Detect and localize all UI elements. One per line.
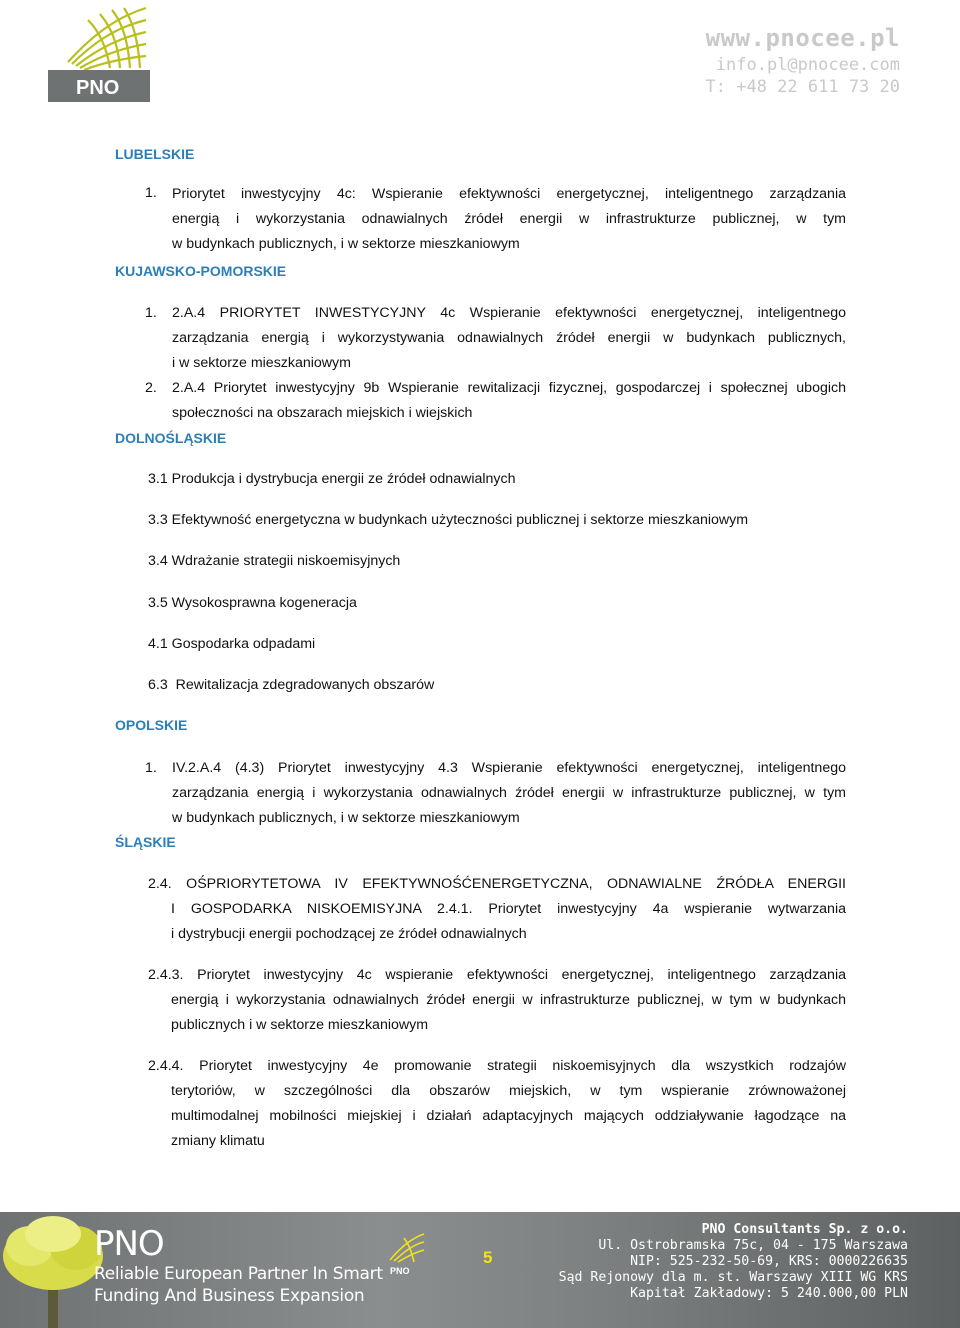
footer-company: PNO Consultants Sp. z o.o.: [701, 1222, 908, 1237]
text-line: 2.A.4 Priorytet inwestycyjny 9b Wspieranie rewitalizacji fizycznej, gospodarczej i społecznej ubogich: [172, 380, 846, 396]
header-website[interactable]: www.pnocee.pl: [705, 24, 900, 52]
list-item-dolnoslaskie: 3.3 Efektywność energetyczna w budynkach użyteczności publicznej i sektorze mieszkaniowym: [148, 512, 749, 528]
footer-brand: PNO: [94, 1224, 164, 1264]
footer-capital: Kapitał Zakładowy: 5 240.000,00 PLN: [630, 1286, 908, 1301]
text-line: i w sektorze mieszkaniowym: [172, 355, 351, 371]
header-phone: T: +48 22 611 73 20: [705, 77, 900, 97]
list-item-lubelskie-1: [172, 182, 846, 257]
text-line: I GOSPODARKA NISKOEMISYJNA 2.4.1. Priorytet inwestycyjny 4a wspieranie wytwarzania: [171, 901, 846, 917]
footer-mini-logo-icon: [384, 1230, 426, 1276]
list-item-dolnoslaskie: 3.1 Produkcja i dystrybucja energii ze źródeł odnawialnych: [148, 471, 516, 487]
text-line: Priorytet inwestycyjny 4c: Wspieranie efektywności energetycznej, inteligentnego zarządzania: [172, 186, 846, 202]
text-line: 2.A.4 PRIORYTET INWESTYCYJNY 4c Wspieranie efektywności energetycznej, inteligentnego: [172, 305, 846, 321]
list-item-kujawsko-1: [172, 301, 846, 376]
footer-court: Sąd Rejonowy dla m. st. Warszawy XIII WG KRS: [558, 1270, 908, 1285]
text-line: energią i wykorzystania odnawialnych źródeł energii w infrastrukturze publicznej, w tym: [172, 211, 846, 227]
text-line: publicznych i w sektorze mieszkaniowym: [171, 1017, 429, 1033]
list-item-dolnoslaskie: 4.1 Gospodarka odpadami: [148, 636, 316, 652]
list-item-dolnoslaskie: 3.4 Wdrażanie strategii niskoemisyjnych: [148, 553, 401, 569]
text-line: energią i wykorzystania odnawialnych źródeł energii w infrastrukturze publicznej, w tym w budynkach: [171, 992, 846, 1008]
heading-opolskie: OPOLSKIE: [115, 717, 188, 733]
footer-mini-logo-text: PNO: [390, 1266, 410, 1276]
footer-ids: NIP: 525-232-50-69, KRS: 0000226635: [630, 1254, 908, 1269]
list-number: 1.: [145, 760, 157, 776]
page-number: 5: [483, 1248, 493, 1267]
pno-logo: [48, 0, 150, 102]
list-number: 1.: [145, 185, 157, 201]
text-line: IV.2.A.4 (4.3) Priorytet inwestycyjny 4.3 Wspieranie efektywności energetycznej, inteligentnego: [172, 760, 846, 776]
heading-dolnoslaskie: DOLNOŚLĄSKIE: [115, 430, 227, 446]
list-item-opolskie-1: [172, 756, 846, 831]
list-number: 1.: [145, 305, 157, 321]
text-line: 2.4.3. Priorytet inwestycyjny 4c wspieranie efektywności energetycznej, inteligentnego zarządzania: [148, 967, 846, 983]
text-line: 2.4. OŚPRIORYTETOWA IV EFEKTYWNOŚĆENERGETYCZNA, ODNAWIALNE ŹRÓDŁA ENERGII: [148, 876, 846, 892]
text-line: 2.4.4. Priorytet inwestycyjny 4e promowanie strategii niskoemisyjnych dla wszystkich rodzajów: [148, 1058, 846, 1074]
footer-tagline-1: Reliable European Partner In Smart: [94, 1264, 383, 1284]
text-line: zarządzania energią i wykorzystywania odnawialnych źródeł energii w budynkach publicznych,: [172, 330, 846, 346]
text-line: i dystrybucji energii pochodzącej ze źródeł odnawialnych: [171, 926, 527, 942]
paragraph-slaskie-1: [148, 872, 846, 947]
text-line: w budynkach publicznych, i w sektorze mieszkaniowym: [172, 810, 520, 826]
text-line: zmiany klimatu: [171, 1133, 265, 1149]
text-line: multimodalnej mobilności miejskiej i działań adaptacyjnych mających oddziaływanie łagodzące na: [171, 1108, 846, 1124]
footer-address: Ul. Ostrobramska 75c, 04 - 175 Warszawa: [598, 1238, 908, 1253]
heading-kujawsko-pomorskie: KUJAWSKO-POMORSKIE: [115, 263, 287, 279]
text-line: zarządzania energią i wykorzystania odnawialnych źródeł energii w infrastrukturze publicznej, w tym: [172, 785, 846, 801]
paragraph-slaskie-2: [148, 963, 846, 1038]
list-number: 2.: [145, 380, 157, 396]
list-item-dolnoslaskie: 3.5 Wysokosprawna kogeneracja: [148, 595, 357, 611]
heading-lubelskie: LUBELSKIE: [115, 146, 195, 162]
list-item-dolnoslaskie: 6.3 Rewitalizacja zdegradowanych obszarów: [148, 677, 435, 693]
header-email[interactable]: info.pl@pnocee.com: [715, 55, 900, 75]
footer: [0, 1212, 960, 1328]
list-item-kujawsko-2: [172, 376, 846, 426]
logo-text: PNO: [76, 77, 120, 99]
text-line: w budynkach publicznych, i w sektorze mieszkaniowym: [172, 236, 520, 252]
paragraph-slaskie-3: [148, 1054, 846, 1154]
heading-slaskie: ŚLĄSKIE: [115, 834, 176, 850]
text-line: społeczności na obszarach miejskich i wiejskich: [172, 405, 473, 421]
footer-tagline-2: Funding And Business Expansion: [94, 1286, 365, 1306]
text-line: terytoriów, w szczególności dla obszarów miejskich, w tym wspieranie zrównoważonej: [171, 1083, 846, 1099]
